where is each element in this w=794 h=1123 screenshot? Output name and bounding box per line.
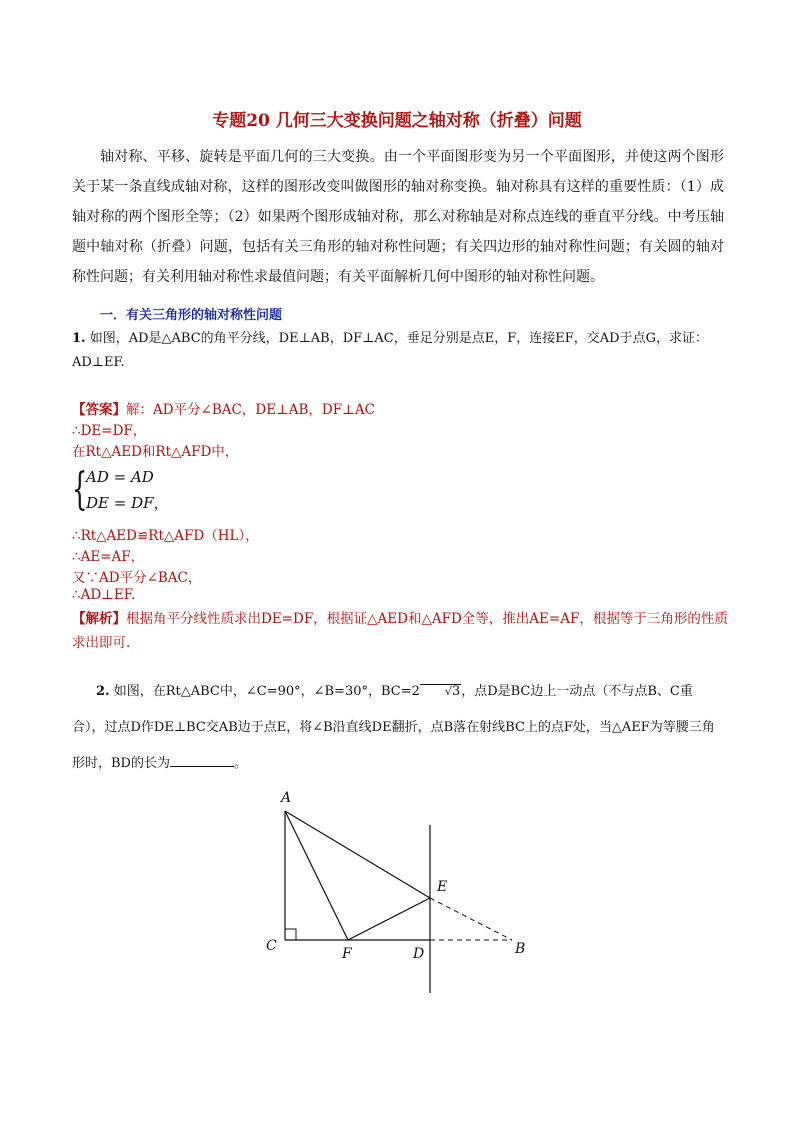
page-title: 专题20 几何三大变换问题之轴对称（折叠）问题 [212, 111, 582, 131]
answer-line-6: 又∵AD平分∠BAC， [72, 570, 202, 586]
question-number: 2. [96, 684, 110, 699]
label-e: E [437, 879, 448, 895]
answer-tag: 【答案】 [72, 402, 126, 418]
sqrt-radicand: √3 [420, 684, 461, 699]
analysis-tag: 【解析】 [72, 611, 126, 627]
label-b: B [515, 941, 526, 957]
question-number: 1. [72, 331, 86, 346]
answer-line-2: ∴DE=DF， [72, 423, 147, 439]
answer-text-1: 解：AD平分∠BAC，DE⊥AB，DF⊥AC [126, 402, 375, 418]
equation-comma: ， [153, 494, 169, 512]
analysis-text: 根据角平分线性质求出DE=DF，根据证△AED和△AFD全等，推出AE=AF，根据等于三角形的性质求出即可. [72, 611, 728, 651]
answer-line-7: ∴AD⊥EF. [72, 587, 136, 603]
label-c: C [266, 938, 277, 954]
section-heading: 一．有关三角形的轴对称性问题 [100, 308, 283, 323]
intro-paragraph: 轴对称、平移、旋转是平面几何的三大变换。由一个平面图形变为另一个平面图形，并使这两个图形关于某一条直线成轴对称，这样的图形改变叫做图形的轴对称变换。轴对称具有这样的重要性质：（1）成轴对称的两个图形全等；（2）如果两个图形成轴对称，那么对称轴是对称点连线的垂直平分线。中考压轴题中轴对称（折叠）问题，包括有关三角形的轴对称性问题；有关四边形的轴对称性问题；有关圆的轴对称性问题；有关利用轴对称性求最值问题；有关平面解析几何中图形的轴对称性问题。 [72, 149, 724, 285]
segment-eb-dashed [430, 898, 512, 940]
right-angle-mark [285, 929, 296, 940]
question-2-text-c: 。 [233, 756, 247, 771]
question-2-text-a: 如图，在Rt△ABC中，∠C=90°，∠B=30°，BC=2 [113, 684, 420, 699]
answer-line-4: ∴Rt△AED≌Rt△AFD（HL）， [72, 528, 259, 544]
equation-2-text: DE = DF [86, 494, 154, 512]
label-d: D [413, 946, 425, 962]
question-2-text-b: ，点D是BC边上一动点（不与点B、C重合），过点D作DE⊥BC交AB边于点E，将∠B沿直线DE翻折，点B落在射线BC上的点F处，当△AEF为等腰三角形时，BD的长为 [72, 684, 715, 771]
segment-ef [348, 898, 430, 940]
sqrt-value: 3 [451, 684, 461, 699]
equation-1: AD = AD [86, 468, 154, 486]
label-f: F [342, 946, 352, 962]
answer-line-5: ∴AE=AF， [72, 549, 145, 565]
answer-line-3: 在Rt△AED和Rt△AFD中， [72, 444, 239, 460]
question-1-text: 如图，AD是△ABC的角平分线，DE⊥AB，DF⊥AC，垂足分别是点E，F，连接EF，交AD于点G，求证：AD⊥EF. [72, 331, 708, 370]
label-a: A [281, 790, 292, 806]
brace-symbol: { [72, 464, 88, 515]
